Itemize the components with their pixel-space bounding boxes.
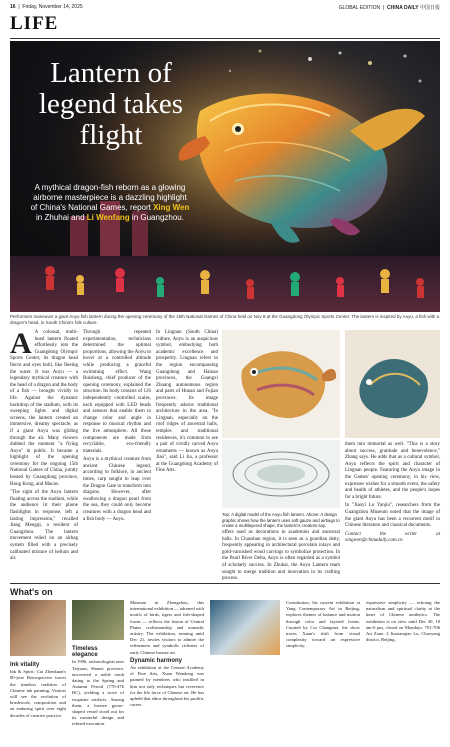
paper-name-cn: 中国日报 xyxy=(419,5,440,11)
whatson-column-c: Museum in Zhengzhou, this international exhibition — adorned with motifs of birds, tigers and fish-shaped forms — reflects the fusion of Central Plains craftsmanship and nomadic artistry. The exhibition, running until Dec 21, invites visitors to admire the refinement and symbolic richness of early Chinese bronze art. Dynamic harmony An exhibition at the Central Academy of Fine Arts, Xuan Wandong was painted by members who instilled in him not only techniques but reverence for the life force of Chinese art. He has upheld that ethos throughout his prolific career. xyxy=(130,600,204,708)
whatson-column-d: Constitution, his current exhibition at Yang Contemporary Art in Beijing, explores themes of balance and motion through color and layered forms. Curated by Cai Changmei, the show traces Xuan's shift from visual complexity toward an expressive simplicity. xyxy=(286,600,360,649)
article-column-2: Through repeated experimentation, technicians determined the optimal proportions, allowing the Aoyu to hover at a controlled altitude while producing a graceful swimming effect. Wang Ruisheng, chief producer of the opening ceremony, explained the structure. Its body consists of 126 independently controlled scales, each equipped with LED beads and sensors that enable them to change color and angle in response to musical rhythm and the live atmosphere. All these components are made from recyclable, eco-friendly materials. Aoyu is a mythical creature from ancient Chinese legend, according to folklore, in ancient times, carp sought to leap over the Dragon Gate to transform into dragons. However, after swallowing a dragon pearl from the sea, they could only become creatures with a dragon head and a fish body — Aoyu. xyxy=(83,330,151,522)
contact-line: Contact the writer at xingwen@chinadaily.com.cn xyxy=(345,531,440,544)
whatson-heading: What's on xyxy=(10,587,53,597)
drop-cap: A xyxy=(10,327,32,360)
paper-name: CHINA DAILY xyxy=(387,5,419,11)
whatson-column-e: expressive simplicity — echoing the naturalism and spiritual clarity at the heart of Chinese aesthetics. The exhibition is on view until Dec 30, 10 am-6 pm, closed on Mondays. 701-706 Art Zone, 2 Jiuxianqiao Lu, Chaoyang district, Beijing. xyxy=(366,600,440,643)
author-1: Xing Wen xyxy=(153,203,190,212)
article-column-4: offers used as decorations in academies and ancestral halls. In Chaoshan region, it is seen as a guardian deity, frequently appearing in architectural porcelain inlays and gold-varnished wood carvings to symbolize protection. In the Pearl River Delta, Aoyu is often regarded as a symbol of scholarly success. In Zhuhai, the Aoyu Lantern team sought to merge tradition and innovation in its crafting process. xyxy=(222,530,340,582)
ink-painting-thumbnail xyxy=(10,600,66,656)
whatson-rule xyxy=(10,583,440,584)
abstract-painting-image xyxy=(210,600,280,655)
design-graphic-image xyxy=(222,440,340,508)
section-rule xyxy=(10,38,440,39)
article-column-3: In Lingnan (South China) culture, Aoyu is an auspicious symbol, embodying both academic excellence and prosperity. Lingnan refers to the region encompassing Guangdong and Hainan provinces, the Guangxi Zhuang autonomous region and parts of Hunan and Fujian provinces. Its image frequently adorns traditional architecture in the area. "In Lingnan, especially on the roof ridges of ancestral halls, temples and traditional residences, it's common to see a pair of vividly carved Aoyu ornaments — known as Aoyu Jiao", said Li Jia, a professor at the Guangdong Academy of Fine Arts. xyxy=(156,330,218,474)
issue-date: Friday, November 14, 2025 xyxy=(22,4,83,10)
figure-caption: Top: A digital model of the Aoyu fish lantern. Above: A design graphic shows how the lantern uses soft gauze and airbags to create a multilayered shape, the lantern's creators say. xyxy=(222,512,340,528)
author-2: Li Wenfang xyxy=(86,213,130,222)
whatson-item-ink: Ink vitality Ink & Spirit: Cui Zhenkuan's 80-year Retrospective traces the timeless tradition of Chinese ink painting. Visitors will see the evolution of brushwork, composition and an enduring spirit over eight decades of creative practice. xyxy=(10,662,66,718)
lantern-detail-image xyxy=(345,330,440,438)
article-column-5: them into immortal as well. "This is a story about success, gratitude and benevolence," Zhang says. He adds that as a cultural symbol, Aoyu reflects the spirit and character of Lingnan people. Featuring the Aoyu image in the Games' opening ceremony, in his view, expresses wishes for a smooth event, the safety and health of athletes, and the people's hopes for a bright future. In "Jiaoyi Lu Yanjiu", researchers from the Guangzhou Museum noted that the image of the giant Aoyu has been a recurrent motif in Chinese literature and classical documents. Contact the writer at xingwen@chinadaily.com.cn xyxy=(345,442,440,544)
page-number: 16 xyxy=(10,4,16,10)
bronze-vessel-image xyxy=(72,600,124,640)
whatson-item-title: Dynamic harmony xyxy=(130,657,183,664)
page-header: 16 | Friday, November 14, 2025 GLOBAL EDITION | CHINA DAILY 中国日报 xyxy=(10,4,440,11)
article-column-1: A A colossal, multi-hued lantern floated effortlessly into the Guangdong Olympic Sports Center, its dragon head fierce and eyes bold, like fleeing the water. It was Aoyu — a legendary mythical creature with the head of a dragon and the body of a fish — brought vividly to life. Against the dynamic backdrop of the stadium, with its sweeping lights and digital screens, the lantern created an immersive, dreamy spectacle, as if a giant Aoyu was gliding through the air. Many viewers dubbed the moment "a flying Aoyu" in public. It became a highlight of the opening ceremony for the ongoing 15th National Games of China, jointly hosted by Guangdong province, Hong Kong, and Macao. "The sight of the Aoyu lantern floating across the stadium, while the audience lit their phone flashlights in response, left a lasting impression," recalled Jiang Mengqi, a resident of Guangzhou. The lantern movement relied on an airbag system filled with a precisely calibrated mixture of helium and air. xyxy=(10,327,78,562)
whatson-item-title: Timeless elegance xyxy=(72,646,98,659)
photo-caption: Performers maneuver a giant Aoyu fish lantern during the opening ceremony of the 15th National Games of China held on Nov 9 at the Guangdong Olympic Sports Center. The lantern is inspired by Aoyu, a fish with a dragon's head, in South China's folk culture. xyxy=(10,314,440,325)
edition-label: GLOBAL EDITION xyxy=(338,5,381,11)
standfirst: A mythical dragon-fish reborn as a glowing airborne masterpiece is a dazzling highlight of China's National Games, report Xing Wen in Zhuhai and Li Wenfang in Guangzhou. xyxy=(30,183,190,222)
digital-model-image xyxy=(222,330,340,438)
section-title: LIFE xyxy=(10,13,59,34)
headline: Lantern of legend takes flight xyxy=(38,57,184,151)
whatson-item-elegance: Timeless elegance In 1996, archaeologists near Taiyuan, Shanxi province, uncovered a noble tomb dating to the Spring and Autumn Period (770-476 BC), yielding a trove of exquisite artifacts. Among them, a bronze goose-shaped vessel stood out for its masterful design and refined execution. xyxy=(72,646,124,727)
whatson-item-title: Ink vitality xyxy=(10,662,40,668)
